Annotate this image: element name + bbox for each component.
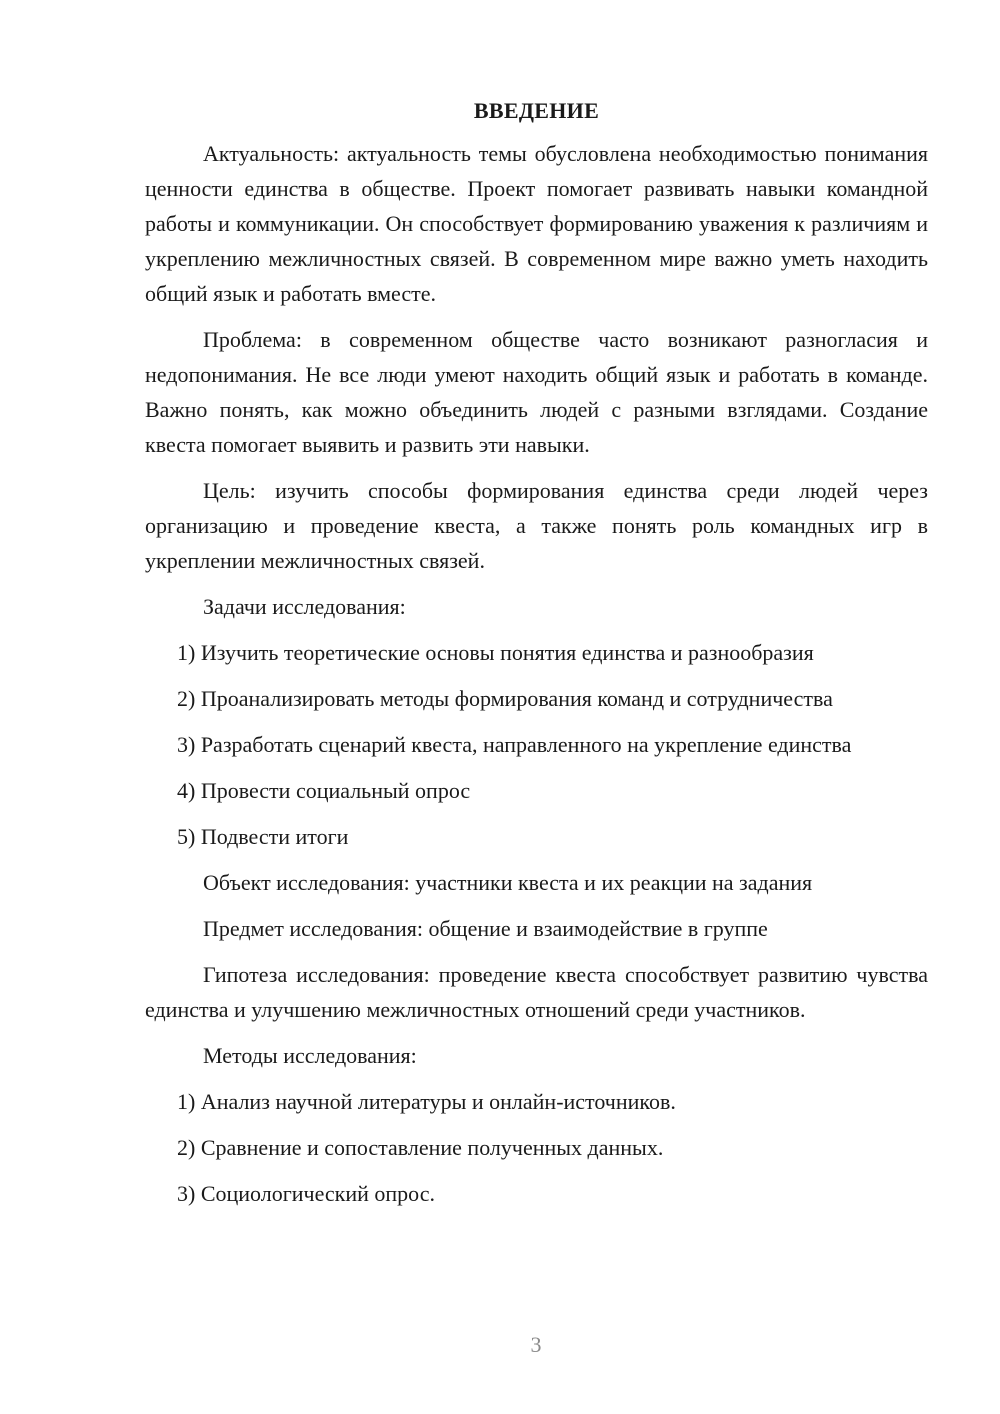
tasks-heading: Задачи исследования: — [203, 594, 406, 619]
method-item: 1) Анализ научной литературы и онлайн-источников. — [177, 1089, 676, 1114]
methods-heading: Методы исследования: — [203, 1043, 417, 1068]
hypothesis-paragraph: Гипотеза исследования: проведение квеста способствует развитию чувства единства и улучшению межличностных отношений среди участников. — [145, 962, 928, 1022]
task-item: 5) Подвести итоги — [177, 824, 349, 849]
method-item: 3) Социологический опрос. — [177, 1181, 435, 1206]
relevance-paragraph: Актуальность: актуальность темы обусловлена необходимостью понимания ценности единства в обществе. Проект помогает развивать навыки командной работы и коммуникации. Он способствует формированию уважения к различиям и укреплению межличностных связей. В современном мире важно уметь находить общий язык и работать вместе. — [145, 141, 928, 306]
task-item: 3) Разработать сценарий квеста, направленного на укрепление единства — [177, 732, 852, 757]
problem-paragraph: Проблема: в современном обществе часто возникают разногласия и недопонимания. Не все люди умеют находить общий язык и работать в команде. Важно понять, как можно объединить людей с разными взглядами. Создание квеста помогает выявить и развить эти навыки. — [145, 327, 928, 457]
method-item: 2) Сравнение и сопоставление полученных данных. — [177, 1135, 664, 1160]
page-number: 3 — [530, 1332, 542, 1357]
subject-paragraph: Предмет исследования: общение и взаимодействие в группе — [203, 916, 768, 941]
task-item: 4) Провести социальный опрос — [177, 778, 471, 803]
document-page — [145, 96, 928, 1222]
goal-paragraph: Цель: изучить способы формирования единства среди людей через организацию и проведение квеста, а также понять роль командных игр в укреплении межличностных связей. — [145, 478, 928, 573]
task-item: 1) Изучить теоретические основы понятия единства и разнообразия — [177, 640, 814, 665]
section-title: ВВЕДЕНИЕ — [473, 98, 600, 123]
object-paragraph: Объект исследования: участники квеста и их реакции на задания — [203, 870, 813, 895]
task-item: 2) Проанализировать методы формирования команд и сотрудничества — [177, 686, 833, 711]
